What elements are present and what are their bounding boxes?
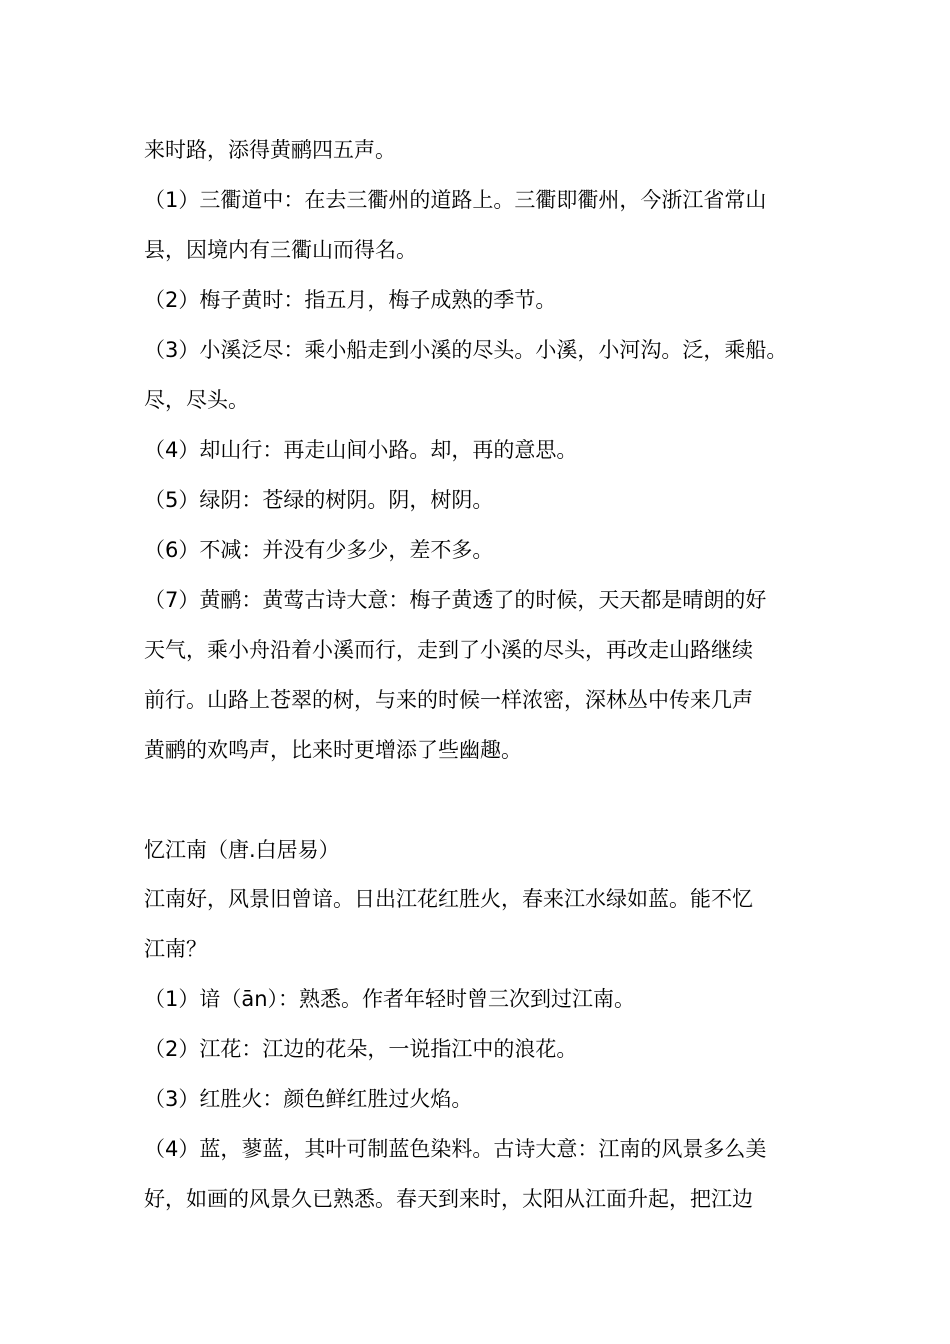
annotation-line: （3）红胜火：颜色鲜红胜过火焰。 bbox=[144, 1087, 473, 1111]
annotation-line: （6）不减：并没有少多少，差不多。 bbox=[144, 538, 494, 562]
paragraph-spacer bbox=[144, 775, 824, 825]
poem-text-line: 江南？ bbox=[144, 937, 207, 961]
poem-title: 忆江南（唐.白居易） bbox=[144, 838, 340, 862]
text-line: 天气，乘小舟沿着小溪而行，走到了小溪的尽头，再改走山路继续 bbox=[144, 638, 753, 662]
annotation-line: （4）却山行：再走山间小路。却，再的意思。 bbox=[144, 438, 578, 462]
annotation-line: （5）绿阴：苍绿的树阴。阴，树阴。 bbox=[144, 488, 494, 512]
annotation-line: （2）梅子黄时：指五月，梅子成熟的季节。 bbox=[144, 288, 557, 312]
annotation-line: （7）黄鹂：黄莺古诗大意：梅子黄透了的时候，天天都是晴朗的好 bbox=[144, 588, 767, 612]
annotation-line: （4）蓝，蓼蓝，其叶可制蓝色染料。古诗大意：江南的风景多么美 bbox=[144, 1137, 767, 1161]
text-line: 黄鹂的欢鸣声，比来时更增添了些幽趣。 bbox=[144, 738, 522, 762]
annotation-line: （1）谙（ān）：熟悉。作者年轻时曾三次到过江南。 bbox=[144, 987, 636, 1011]
annotation-line: （1）三衢道中：在去三衢州的道路上。三衢即衢州，今浙江省常山 bbox=[144, 188, 767, 212]
text-line: 来时路，添得黄鹂四五声。 bbox=[144, 138, 396, 162]
poem-text-line: 江南好，风景旧曾谙。日出江花红胜火，春来江水绿如蓝。能不忆 bbox=[144, 887, 753, 911]
text-line: 尽，尽头。 bbox=[144, 388, 249, 412]
annotation-line: （3）小溪泛尽：乘小船走到小溪的尽头。小溪，小河沟。泛，乘船。 bbox=[144, 338, 788, 362]
text-line: 县，因境内有三衢山而得名。 bbox=[144, 238, 417, 262]
document-body bbox=[144, 125, 824, 1224]
annotation-line: （2）江花：江边的花朵，一说指江中的浪花。 bbox=[144, 1037, 578, 1061]
text-line: 好，如画的风景久已熟悉。春天到来时，太阳从江面升起，把江边 bbox=[144, 1187, 753, 1211]
text-line: 前行。山路上苍翠的树，与来的时候一样浓密，深林丛中传来几声 bbox=[144, 688, 753, 712]
